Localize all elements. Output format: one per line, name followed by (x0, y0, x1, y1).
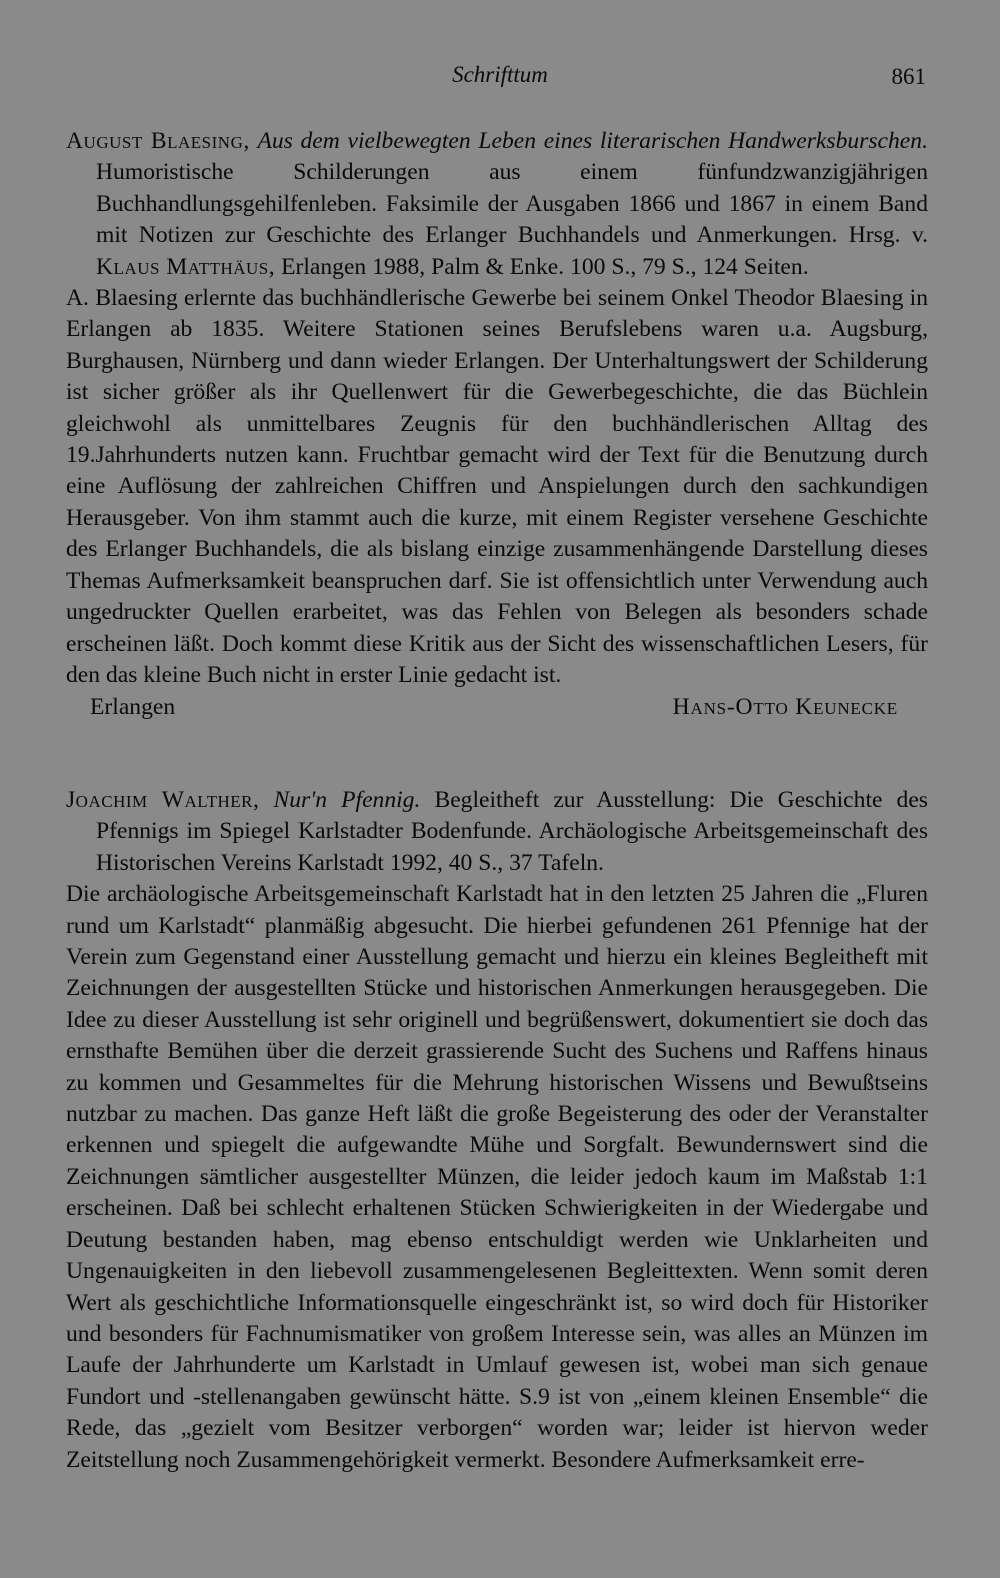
publication-info: Erlangen 1988, Palm & Enke. 100 S., 79 S., 124 Seiten. (281, 253, 809, 280)
author-name: August Blaesing, (66, 128, 250, 154)
review-text: Die archäologische Arbeitsgemeinschaft Karlstadt hat in den letzten 25 Jahren die „Fluren rund um Karlstadt“ planmäßig abgesucht. Die hierbei gefundenen 261 Pfennige hat der Verein zum Gegenstand einer Ausstellung gemacht und hierzu ein kleines Begleitheft mit Zeichnungen der ausgestellten Stücke und historischen Anmerkungen herausgegeben. Die Idee zu dieser Ausstellung ist sehr originell und begrüßenswert, dokumentiert sie doch das ernsthafte Bemühen über die derzeit grassierende Sucht des Suchens und Raffens hinaus zu kommen und Gesammeltes für die Mehrung historischen Wissens und Bewußtseins nutzbar zu machen. Das ganze Heft läßt die große Begeisterung des oder der Veranstalter erkennen und spiegelt die aufgewandte Mühe und Sorgfalt. Bewundernswert sind die Zeichnungen sämtlicher ausgestellter Münzen, die leider jedoch kaum im Maßstab 1:1 erscheinen. Daß bei schlecht erhaltenen Stücken Schwierigkeiten in der Wiedergabe und Deutung bestanden haben, mag ebenso entschuldigt werden wie Unklarheiten und Ungenauigkeiten in den liebevoll zusammengelesenen Begleittexten. Wenn somit deren Wert als geschichtliche Informationsquelle eingeschränkt ist, so wird doch für Historiker und besonders für Fachnumismatiker von großem Interesse sein, was alles an Münzen im Laufe der Jahrhunderte um Karlstadt in Umlauf gewesen ist, wobei man sich genaue Fundort und -stellenangaben gewünscht hätte. S.9 ist von „einem kleinen Ensemble“ die Rede, das „gezielt vom Besitzer verborgen“ worden war; leider ist hiervon weder Zeitstellung noch Zusammengehörigkeit vermerkt. Besondere Aufmerksamkeit erre- (66, 881, 928, 1473)
review-text: A. Blaesing erlernte das buchhändlerische Gewerbe bei seinem Onkel Theodor Blaesing in Erlangen ab 1835. Weitere Stationen seines Berufslebens waren u.a. Augsburg, Burghausen, Nürnberg und dann wieder Erlangen. Der Unterhaltungswert der Schilderung ist sicher größer als ihr Quellenwert für die Gewerbegeschichte, die das Büchlein gleichwohl als unmittelbares Zeugnis für den buchhändlerischen Alltag des 19.Jahrhunderts nutzen kann. Fruchtbar gemacht wird der Text für die Benutzung durch eine Auflösung der zahlreichen Chiffren und Anspielungen durch den sachkundigen Herausgeber. Von ihm stammt auch die kurze, mit einem Register versehene Geschichte des Erlanger Buchhandels, die als bislang einzige zusammenhängende Darstellung dieses Themas Aufmerksamkeit beanspruchen darf. Sie ist offensichtlich unter Verwendung auch ungedruckter Quellen erarbeitet, was das Fehlen von Belegen als besonders schade erscheinen läßt. Doch kommt diese Kritik aus der Sicht des wissenschaftlichen Lesers, für den das kleine Buch nicht in erster Linie gedacht ist. (66, 285, 928, 688)
reviewer-name: Hans-Otto Keunecke (672, 694, 898, 721)
running-title: Schrifttum (452, 62, 548, 87)
review-signature (66, 692, 928, 723)
bibliographic-details: Humoristische Schilderungen aus einem fünfundzwanzigjährigen Buchhandlungsgehilfenleben. Faksimile der Ausgaben 1866 und 1867 in einem Band mit Notizen zur Geschichte des Erlanger Buchhandels und Anmerkungen. Hrsg. v. (96, 159, 928, 249)
review-blaesing (66, 126, 928, 724)
book-title: Aus dem vielbewegten Leben eines literarischen Handwerksburschen. (257, 128, 928, 154)
review-walther (66, 785, 928, 1476)
author-name: Joachim Walther, (66, 787, 260, 813)
book-title: Nur'n Pfennig. (273, 787, 421, 813)
citation (66, 126, 928, 283)
citation (66, 785, 928, 879)
review-place: Erlangen (90, 694, 176, 721)
editor-name: Klaus Matthäus, (96, 253, 276, 280)
bibliographic-details: Begleitheft zur Ausstellung: Die Geschichte des Pfennigs im Spiegel Karlstadter Bodenfunde. Archäologische Arbeitsgemeinschaft des Historischen Vereins Karlstadt 1992, 40 S., 37 Tafeln. (96, 787, 928, 876)
page-number: 861 (891, 64, 926, 89)
